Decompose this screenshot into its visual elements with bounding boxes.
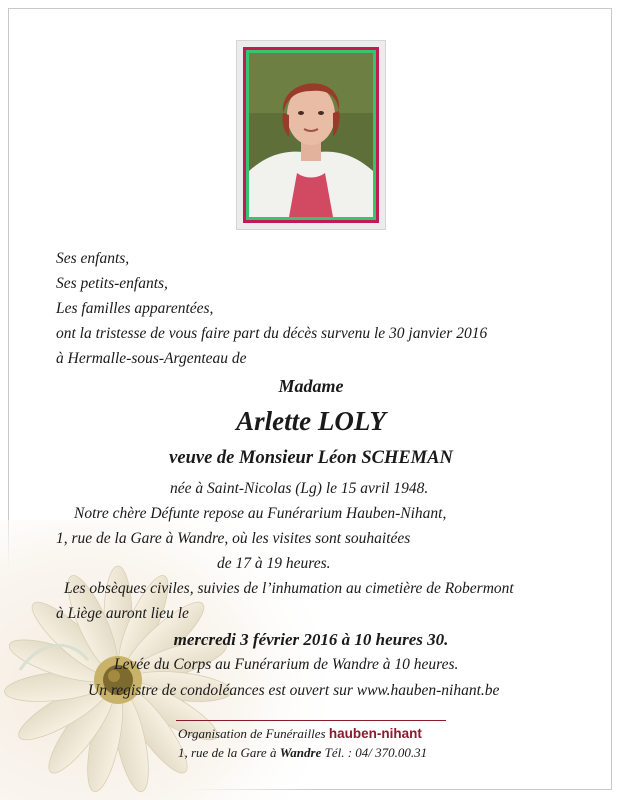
intro-line-1: Ses enfants, bbox=[56, 250, 130, 267]
deceased-name: Arlette LOLY bbox=[236, 406, 386, 436]
footer-address-prefix: 1, rue de la Gare à bbox=[178, 745, 277, 760]
funeral-place-line: à Liège auront lieu le bbox=[56, 605, 189, 622]
footer-org-prefix: Organisation de Funérailles bbox=[178, 726, 326, 741]
portrait-border bbox=[243, 47, 379, 223]
ceremony-date: mercredi 3 février 2016 à 10 heures 30. bbox=[173, 630, 449, 649]
footer-phone: Tél. : 04/ 370.00.31 bbox=[324, 745, 428, 760]
portrait-photo-icon bbox=[249, 53, 373, 217]
title-madame: Madame bbox=[278, 376, 344, 396]
visit-hours-line: de 17 à 19 heures. bbox=[217, 555, 331, 572]
intro-line-2: Ses petits-enfants, bbox=[56, 275, 168, 292]
intro-line-5: à Hermalle-sous-Argenteau de bbox=[56, 350, 247, 367]
intro-line-3: Les familles apparentées, bbox=[56, 300, 214, 317]
address-visits-line: 1, rue de la Gare à Wandre, où les visites sont souhaitées bbox=[56, 530, 411, 547]
brand-logo: hauben-nihant bbox=[328, 726, 422, 741]
levee-line: Levée du Corps au Funérarium de Wandre à 10 heures. bbox=[114, 656, 459, 673]
footer-divider bbox=[176, 720, 446, 721]
widow-of: veuve de Monsieur Léon SCHEMAN bbox=[169, 448, 453, 468]
intro-line-4: ont la tristesse de vous faire part du décès survenu le 30 janvier 2016 bbox=[56, 325, 488, 342]
portrait-frame bbox=[236, 40, 386, 230]
footer-org bbox=[178, 726, 422, 742]
funeral-line: Les obsèques civiles, suivies de l’inhumation au cimetière de Robermont bbox=[64, 580, 514, 597]
rest-line: Notre chère Défunte repose au Funérarium Hauben-Nihant, bbox=[74, 505, 447, 522]
condolences-line: Un registre de condoléances est ouvert sur www.hauben-nihant.be bbox=[88, 682, 500, 699]
footer-address bbox=[178, 745, 427, 761]
birth-line: née à Saint-Nicolas (Lg) le 15 avril 1948. bbox=[170, 480, 429, 497]
footer-address-town: Wandre bbox=[279, 745, 322, 760]
